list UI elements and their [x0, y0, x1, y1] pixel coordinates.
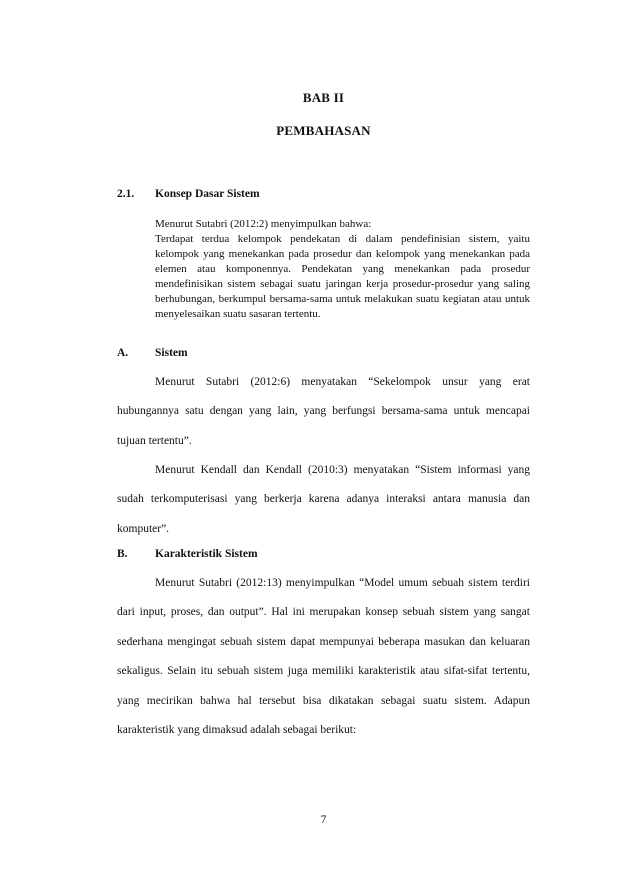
section-title: Sistem: [155, 347, 188, 359]
paragraph: Menurut Sutabri (2012:13) menyimpulkan “Model umum sebuah sistem terdiri dari input, proses, dan output”. Hal ini merupakan konsep sebuah sistem yang sangat sederhana mengingat sebuah sistem dapat mempunyai beberapa masukan dan keluaran sekaligus. Selain itu sebuah sistem juga memiliki karakteristik atau sifat-sifat tertentu, yang mecirikan bahwa hal tersebut bisa dikatakan sebagai suatu sistem. Adapun karakteristik yang dimaksud adalah sebagai berikut:: [117, 577, 530, 737]
chapter-subtitle: PEMBAHASAN: [276, 123, 371, 138]
section-title: Karakteristik Sistem: [155, 548, 258, 560]
section-number: A.: [117, 347, 129, 359]
chapter-title: BAB II: [302, 90, 345, 105]
intro-sentence: Menurut Sutabri (2012:2) menyimpulkan bahwa:: [155, 218, 372, 230]
paragraph: Menurut Kendall dan Kendall (2010:3) menyatakan “Sistem informasi yang sudah terkomputerisasi yang berkerja karena adanya interaksi antara manusia dan komputer”.: [117, 464, 530, 535]
section-heading-a: [117, 347, 188, 359]
block-quote: Terdapat terdua kelompok pendekatan di dalam pendefinisian sistem, yaitu kelompok yang menekankan pada prosedur dan kelompok yang menekankan pada elemen atau komponennya. Pendekatan yang menekankan pada prosedur mendefinisikan sistem sebagai suatu jaringan kerja prosedur-prosedur yang saling berhubungan, berkumpul bersama-sama untuk melakukan suatu kegiatan atau untuk menyelesaikan suatu sasaran tertentu.: [155, 233, 530, 321]
section-heading-2-1: [117, 188, 260, 200]
section-number: 2.1.: [117, 188, 135, 200]
section-number: B.: [117, 548, 128, 560]
section-heading-b: [117, 548, 258, 560]
page-number: 7: [320, 814, 327, 826]
section-title: Konsep Dasar Sistem: [155, 188, 260, 200]
paragraph: Menurut Sutabri (2012:6) menyatakan “Sekelompok unsur yang erat hubungannya satu dengan yang lain, yang berfungsi bersama-sama untuk mencapai tujuan tertentu”.: [117, 376, 530, 447]
